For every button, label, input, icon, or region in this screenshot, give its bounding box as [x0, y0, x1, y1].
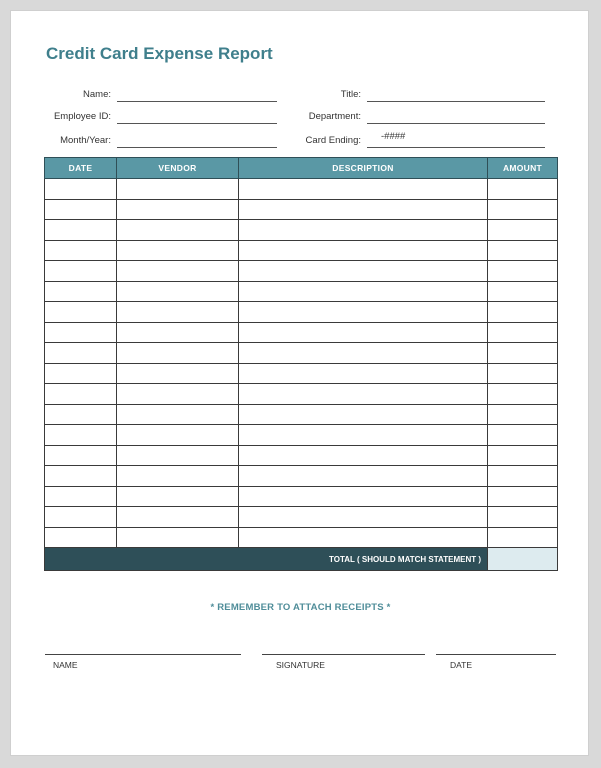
- date-cell[interactable]: [45, 199, 117, 220]
- employee-id-label: Employee ID:: [53, 111, 111, 122]
- date-cell[interactable]: [45, 425, 117, 446]
- total-amount-cell[interactable]: [488, 548, 558, 571]
- vendor-cell[interactable]: [117, 486, 239, 507]
- table-row: [45, 261, 558, 282]
- expense-report-page: [10, 10, 589, 756]
- vendor-cell[interactable]: [117, 507, 239, 528]
- amount-cell[interactable]: [488, 404, 558, 425]
- expense-rows: [45, 179, 558, 548]
- date-signature-line: [436, 654, 556, 655]
- vendor-cell[interactable]: [117, 404, 239, 425]
- date-signature-label: DATE: [450, 660, 473, 670]
- description-cell[interactable]: [239, 322, 488, 343]
- amount-cell[interactable]: [488, 261, 558, 282]
- date-cell[interactable]: [45, 261, 117, 282]
- table-row: [45, 384, 558, 405]
- header-description: DESCRIPTION: [239, 158, 488, 179]
- table-row: [45, 404, 558, 425]
- date-cell[interactable]: [45, 281, 117, 302]
- date-signature-block[interactable]: [436, 654, 556, 670]
- month-year-label: Month/Year:: [60, 135, 111, 146]
- table-row: [45, 220, 558, 241]
- vendor-cell[interactable]: [117, 445, 239, 466]
- vendor-cell[interactable]: [117, 527, 239, 548]
- table-row: [45, 363, 558, 384]
- table-row: [45, 425, 558, 446]
- description-cell[interactable]: [239, 220, 488, 241]
- table-row: [45, 527, 558, 548]
- date-cell[interactable]: [45, 363, 117, 384]
- vendor-cell[interactable]: [117, 466, 239, 487]
- amount-cell[interactable]: [488, 240, 558, 261]
- date-cell[interactable]: [45, 302, 117, 323]
- amount-cell[interactable]: [488, 281, 558, 302]
- signature-line: [262, 654, 425, 655]
- card-ending-field[interactable]: [281, 131, 551, 151]
- vendor-cell[interactable]: [117, 322, 239, 343]
- amount-cell[interactable]: [488, 179, 558, 200]
- amount-cell[interactable]: [488, 466, 558, 487]
- table-row: [45, 281, 558, 302]
- employee-id-line: [117, 123, 277, 124]
- reminder-note: * REMEMBER TO ATTACH RECEIPTS *: [210, 602, 391, 613]
- name-signature-block[interactable]: [45, 654, 241, 670]
- header-date: DATE: [45, 158, 117, 179]
- vendor-cell[interactable]: [117, 199, 239, 220]
- amount-cell[interactable]: [488, 322, 558, 343]
- date-cell[interactable]: [45, 445, 117, 466]
- vendor-cell[interactable]: [117, 261, 239, 282]
- table-row: [45, 445, 558, 466]
- card-ending-label: Card Ending:: [305, 135, 361, 146]
- date-cell[interactable]: [45, 220, 117, 241]
- header-vendor: VENDOR: [117, 158, 239, 179]
- page-title: Credit Card Expense Report: [46, 44, 273, 63]
- signature-block[interactable]: [262, 654, 425, 670]
- amount-cell[interactable]: [488, 363, 558, 384]
- date-cell[interactable]: [45, 466, 117, 487]
- card-ending-value: -####: [381, 131, 406, 142]
- table-row: [45, 179, 558, 200]
- description-cell[interactable]: [239, 486, 488, 507]
- department-field[interactable]: [281, 111, 551, 127]
- title-label: Title:: [340, 89, 361, 100]
- amount-cell[interactable]: [488, 445, 558, 466]
- department-line: [367, 123, 545, 124]
- date-cell[interactable]: [45, 507, 117, 528]
- amount-cell[interactable]: [488, 507, 558, 528]
- total-label: TOTAL ( SHOULD MATCH STATEMENT ): [45, 548, 488, 571]
- description-cell[interactable]: [239, 445, 488, 466]
- vendor-cell[interactable]: [117, 281, 239, 302]
- month-year-line: [117, 147, 277, 148]
- vendor-cell[interactable]: [117, 179, 239, 200]
- amount-cell[interactable]: [488, 527, 558, 548]
- name-signature-label: NAME: [53, 660, 78, 670]
- amount-cell[interactable]: [488, 302, 558, 323]
- description-cell[interactable]: [239, 384, 488, 405]
- date-cell[interactable]: [45, 384, 117, 405]
- date-cell[interactable]: [45, 343, 117, 364]
- amount-cell[interactable]: [488, 343, 558, 364]
- date-cell[interactable]: [45, 486, 117, 507]
- date-cell[interactable]: [45, 179, 117, 200]
- date-cell[interactable]: [45, 322, 117, 343]
- vendor-cell[interactable]: [117, 240, 239, 261]
- department-label: Department:: [308, 111, 361, 122]
- amount-cell[interactable]: [488, 384, 558, 405]
- date-cell[interactable]: [45, 240, 117, 261]
- description-cell[interactable]: [239, 199, 488, 220]
- employee-id-field[interactable]: [11, 111, 281, 127]
- description-cell[interactable]: [239, 179, 488, 200]
- vendor-cell[interactable]: [117, 220, 239, 241]
- name-line: [117, 101, 277, 102]
- table-row: [45, 322, 558, 343]
- total-row: [45, 548, 558, 571]
- date-cell[interactable]: [45, 404, 117, 425]
- vendor-cell[interactable]: [117, 384, 239, 405]
- name-field[interactable]: [11, 89, 281, 105]
- signature-label: SIGNATURE: [276, 660, 325, 670]
- table-row: [45, 199, 558, 220]
- table-row: [45, 507, 558, 528]
- name-signature-line: [45, 654, 241, 655]
- amount-cell[interactable]: [488, 486, 558, 507]
- table-row: [45, 466, 558, 487]
- amount-cell[interactable]: [488, 220, 558, 241]
- vendor-cell[interactable]: [117, 363, 239, 384]
- description-cell[interactable]: [239, 507, 488, 528]
- description-cell[interactable]: [239, 343, 488, 364]
- description-cell[interactable]: [239, 281, 488, 302]
- date-cell[interactable]: [45, 527, 117, 548]
- vendor-cell[interactable]: [117, 425, 239, 446]
- description-cell[interactable]: [239, 466, 488, 487]
- expense-table: [44, 157, 558, 571]
- description-cell[interactable]: [239, 302, 488, 323]
- header-amount: AMOUNT: [488, 158, 558, 179]
- description-cell[interactable]: [239, 240, 488, 261]
- amount-cell[interactable]: [488, 425, 558, 446]
- table-header-row: [45, 158, 558, 179]
- description-cell[interactable]: [239, 425, 488, 446]
- table-row: [45, 343, 558, 364]
- description-cell[interactable]: [239, 404, 488, 425]
- month-year-field[interactable]: [11, 135, 281, 151]
- title-line: [367, 101, 545, 102]
- vendor-cell[interactable]: [117, 343, 239, 364]
- description-cell[interactable]: [239, 261, 488, 282]
- name-label: Name:: [83, 89, 111, 100]
- description-cell[interactable]: [239, 527, 488, 548]
- description-cell[interactable]: [239, 363, 488, 384]
- amount-cell[interactable]: [488, 199, 558, 220]
- table-row: [45, 302, 558, 323]
- table-row: [45, 240, 558, 261]
- table-row: [45, 486, 558, 507]
- title-field[interactable]: [281, 89, 551, 105]
- vendor-cell[interactable]: [117, 302, 239, 323]
- card-ending-line: [367, 147, 545, 148]
